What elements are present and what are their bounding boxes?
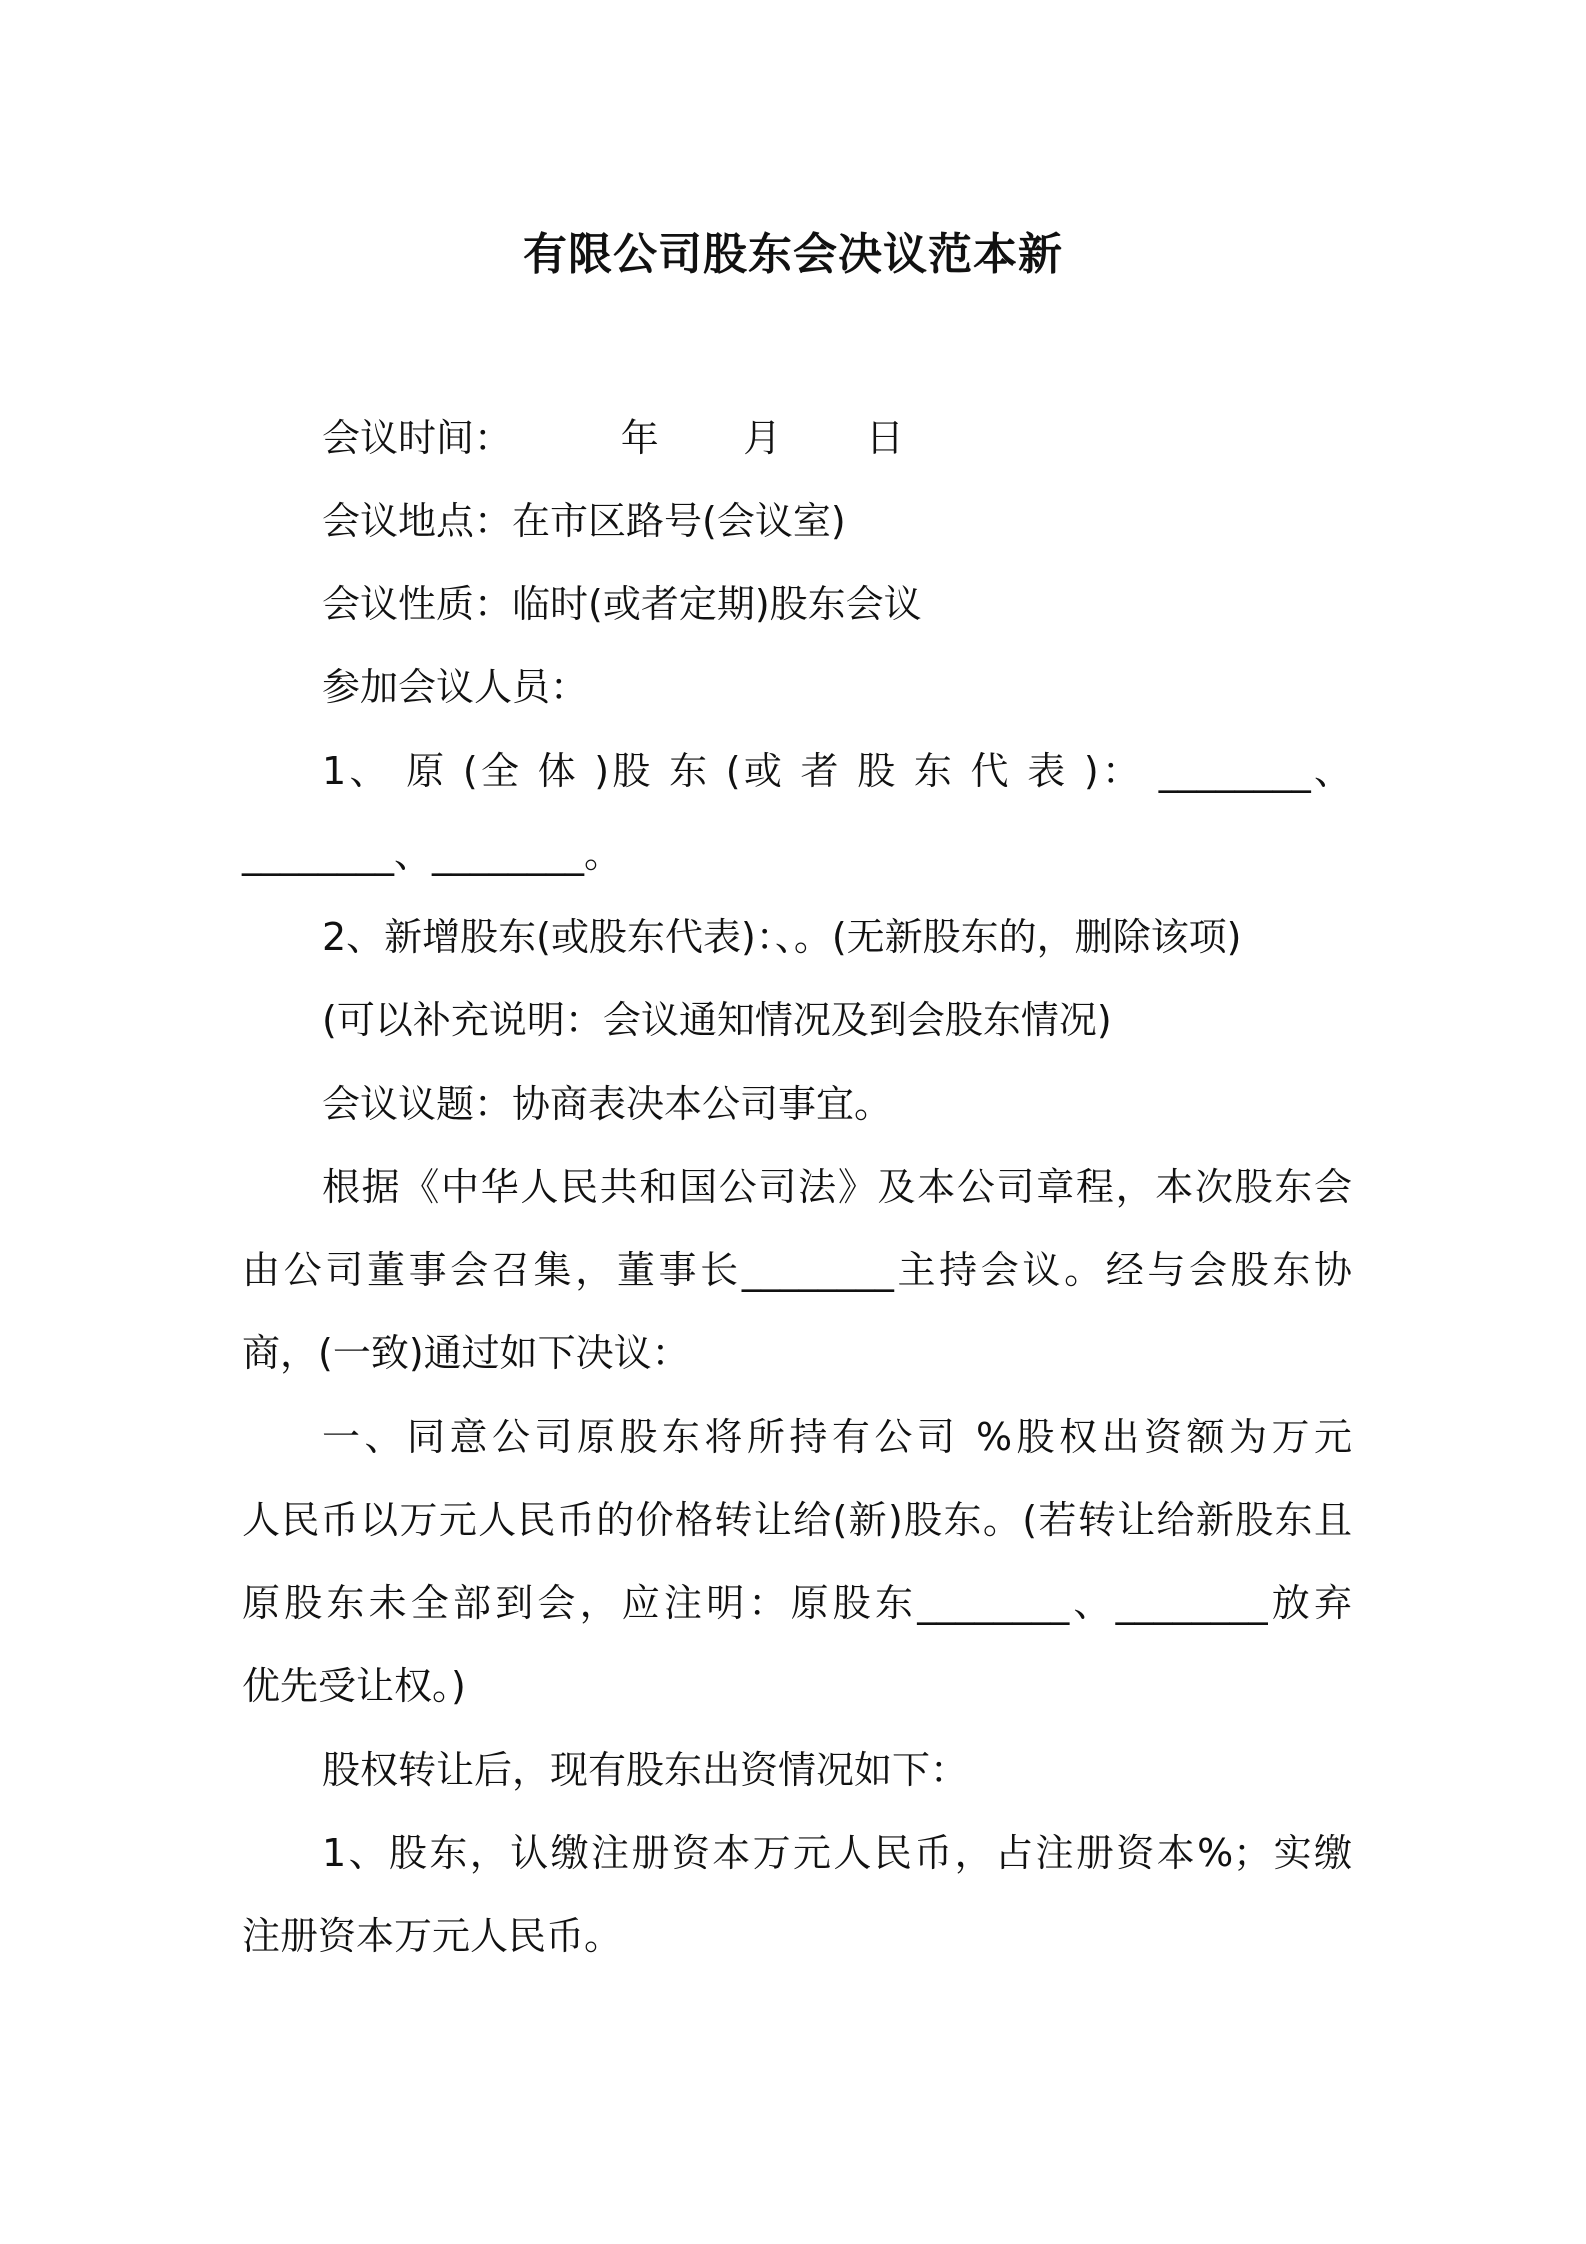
new-shareholders-line: 2、新增股东(或股东代表)：、。(无新股东的，删除该项)	[322, 915, 1242, 959]
basis-paragraph-line-1: 根据《中华人民共和国公司法》及本公司章程，本次股东会	[322, 1165, 1352, 1209]
resolution-one-line-2: 人民币以万元人民币的价格转让给(新)股东。(若转让给新股东且	[242, 1498, 1352, 1542]
resolution-one-line-4: 优先受让权。)	[242, 1664, 466, 1708]
supplementary-note-line: (可以补充说明：会议通知情况及到会股东情况)	[322, 998, 1112, 1042]
meeting-nature-line: 会议性质：临时(或者定期)股东会议	[322, 582, 922, 626]
meeting-location-line: 会议地点：在市区路号(会议室)	[322, 499, 846, 543]
equity-status-heading: 股权转让后，现有股东出资情况如下：	[322, 1748, 969, 1792]
meeting-time-line: 会议时间： 年 月 日	[322, 416, 904, 460]
shareholder-item-line-2: 注册资本万元人民币。	[242, 1914, 623, 1958]
basis-paragraph-line-2: 由公司董事会召集，董事长________主持会议。经与会股东协	[242, 1248, 1352, 1292]
resolution-one-line-1: 一、同意公司原股东将所持有公司 %股权出资额为万元	[322, 1415, 1352, 1459]
meeting-topic-line: 会议议题：协商表决本公司事宜。	[322, 1082, 893, 1126]
basis-paragraph-line-3: 商，(一致)通过如下决议：	[242, 1331, 690, 1375]
resolution-one-line-3: 原股东未全部到会，应注明：原股东________、________放弃	[242, 1581, 1352, 1625]
document-title: 有限公司股东会决议范本新	[523, 229, 1063, 280]
shareholder-item-line-1: 1、股东，认缴注册资本万元人民币，占注册资本%；实缴	[322, 1831, 1352, 1875]
original-shareholders-line: 1、 原 (全 体 )股 东 (或 者 股 东 代 表 )： ________、	[322, 749, 1352, 793]
attendees-heading: 参加会议人员：	[322, 665, 589, 709]
original-shareholders-continuation: ________、________。	[242, 832, 623, 876]
